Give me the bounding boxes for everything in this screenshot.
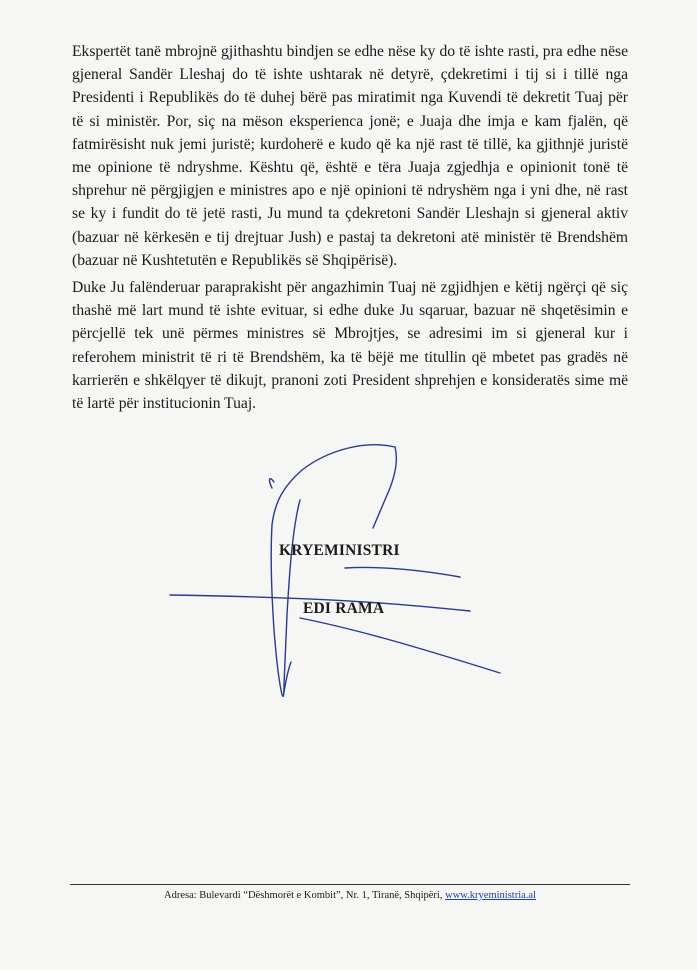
footer-divider: [70, 884, 630, 885]
body-paragraph-1: Ekspertët tanë mbrojnë gjithashtu bindjen se edhe nëse ky do të ishte rasti, pra edhe nëse gjeneral Sandër Lleshaj do të ishte ushtarak në detyrë, çdekretimi i tij si i tillë nga Presidenti i Republikës do të duhej bërë pas miratimit nga Kuvendi të dekretit Tuaj për të si ministër. Por, siç na mëson eksperienca jonë; e Juaja dhe imja e kam fjalën, që fatmirësisht nuk jemi juristë; kurdoherë e kudo që ka një rast të tillë, ka gjithnjë juristë me opinione të ndryshme. Kështu që, është e tëra Juaja zgjedhja e opinionit tonë të shprehur në përgjigjen e ministres apo e një opinioni të ndryshëm nga i yni dhe, në rast se ky i fundit do të jetë rasti, Ju mund ta çdekretoni Sandër Lleshajn si gjeneral aktiv (bazuar në kërkesën e tij drejtuar Jush) e pastaj ta dekretoni atë ministër të Brendshëm (bazuar në Kushtetutën e Republikës së Shqipërisë).: [72, 43, 628, 269]
footer-address-text: Adresa: Bulevardi “Dëshmorët e Kombit”, Nr. 1, Tiranë, Shqipëri,: [163, 890, 446, 901]
footer-address: [70, 890, 630, 901]
body-paragraph-2: Duke Ju falënderuar paraprakisht për angazhimin Tuaj në zgjidhjen e këtij ngërçi që siç thashë më lart mund të ishte evituar, si edhe duke Ju sqaruar, bazuar në shqetësimin e përcjellë tek unë përmes ministres së Mbrojtjes, se adresimi im si gjeneral kur i referohem ministrit të ri të Brendshëm, ka të bëjë me titullin që mbetet pas gradës në karrierën e shkëlqyer të dikujt, pranoni zoti President shprehjen e konsideratës sime më të lartë për institucionin Tuaj.: [72, 279, 628, 413]
signatory-name: EDI RAMA: [303, 600, 385, 617]
footer-website-link[interactable]: www.kryeministria.al: [445, 890, 536, 901]
signatory-role: KRYEMINISTRI: [279, 542, 400, 559]
handwritten-signature: [160, 430, 540, 710]
